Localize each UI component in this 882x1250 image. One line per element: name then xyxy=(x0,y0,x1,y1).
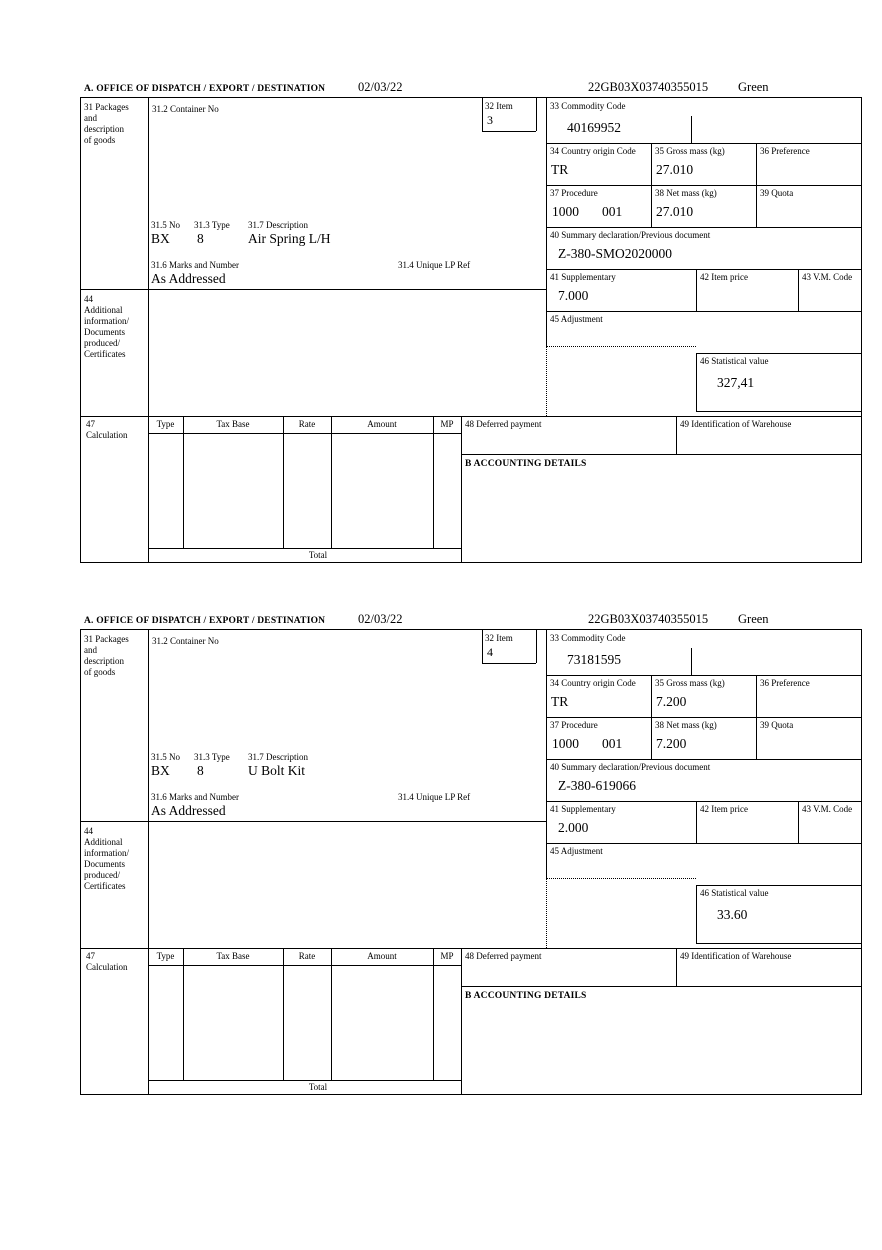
package-kind-value: BX xyxy=(151,763,170,778)
table-header-rate: Rate xyxy=(298,419,316,429)
table-header-amount: Amount xyxy=(367,419,397,429)
divider xyxy=(546,269,861,270)
table-header-mp: MP xyxy=(440,419,454,429)
box-37-procedure-label: 37 Procedure xyxy=(550,188,598,198)
office-of-dispatch-label: A. OFFICE OF DISPATCH / EXPORT / DESTINATION xyxy=(84,84,326,94)
net-mass-value: 7.200 xyxy=(656,736,687,751)
divider xyxy=(331,948,332,1080)
dispatch-date-value: 02/03/22 xyxy=(358,80,403,94)
divider xyxy=(461,948,462,1094)
table-header-type: Type xyxy=(156,951,175,961)
goods-description-value: Air Spring L/H xyxy=(248,231,331,246)
supplementary-value: 2.000 xyxy=(558,820,589,835)
statistical-value: 33.60 xyxy=(717,907,748,922)
procedure-code-2-value: 001 xyxy=(602,204,623,219)
label-line: Additional xyxy=(84,837,123,847)
box-45-adjustment-label: 45 Adjustment xyxy=(550,314,603,324)
divider xyxy=(676,948,677,986)
table-total-label: Total xyxy=(308,550,328,560)
table-header-tax-base: Tax Base xyxy=(216,419,250,429)
box-46-statistical-value-label: 46 Statistical value xyxy=(700,356,769,366)
country-origin-value: TR xyxy=(551,162,569,177)
divider xyxy=(461,454,861,455)
commodity-code-separator xyxy=(691,648,692,675)
box-31-7-description-label: 31.7 Description xyxy=(248,220,308,230)
declaration-form-grid xyxy=(80,629,862,1095)
declaration-reference-value: 22GB03X03740355015 xyxy=(588,612,709,626)
divider xyxy=(536,630,537,663)
divider xyxy=(148,548,461,549)
box-36-preference-label: 36 Preference xyxy=(760,678,810,688)
divider xyxy=(536,98,537,131)
box-31-4-unique-lp-ref-label: 31.4 Unique LP Ref xyxy=(398,792,471,802)
divider xyxy=(148,433,461,434)
box-31-packages-label xyxy=(84,634,129,678)
summary-declaration-value: Z-380-619066 xyxy=(558,778,636,793)
box-39-quota-label: 39 Quota xyxy=(760,188,794,198)
procedure-code-value: 1000 xyxy=(552,204,579,219)
box-41-supplementary-label: 41 Supplementary xyxy=(550,804,616,814)
accounting-details-label: B ACCOUNTING DETAILS xyxy=(465,459,587,469)
box-34-country-origin-label: 34 Country origin Code xyxy=(550,146,636,156)
dotted-divider xyxy=(546,346,696,347)
box-33-commodity-code-label: 33 Commodity Code xyxy=(550,633,626,643)
net-mass-value: 27.010 xyxy=(656,204,694,219)
divider xyxy=(433,948,434,1080)
divider xyxy=(283,948,284,1080)
divider xyxy=(283,416,284,548)
box-33-commodity-code-label: 33 Commodity Code xyxy=(550,101,626,111)
box-31-7-description-label: 31.7 Description xyxy=(248,752,308,762)
divider xyxy=(482,630,483,663)
dotted-divider xyxy=(546,878,696,879)
box-31-2-container-no-label: 31.2 Container No xyxy=(152,636,219,646)
declaration-form-grid xyxy=(80,97,862,563)
summary-declaration-value: Z-380-SMO2020000 xyxy=(558,246,672,261)
box-43-vm-code-label: 43 V.M. Code xyxy=(802,804,853,814)
box-39-quota-label: 39 Quota xyxy=(760,720,794,730)
divider xyxy=(81,416,861,417)
label-line: of goods xyxy=(84,667,116,677)
box-31-3-type-label: 31.3 Type xyxy=(194,752,230,762)
divider xyxy=(546,717,861,718)
table-header-tax-base: Tax Base xyxy=(216,951,250,961)
box-47-calculation-label xyxy=(86,419,128,441)
box-40-summary-declaration-label: 40 Summary declaration/Previous document xyxy=(550,230,711,240)
box-38-net-mass-label: 38 Net mass (kg) xyxy=(655,188,717,198)
divider xyxy=(546,227,861,228)
divider xyxy=(183,948,184,1080)
table-header-rate: Rate xyxy=(298,951,316,961)
gross-mass-value: 27.010 xyxy=(656,162,694,177)
table-header-mp: MP xyxy=(440,951,454,961)
label-line: 31 Packages xyxy=(84,102,129,112)
divider xyxy=(433,416,434,548)
box-46-statistical-value-label: 46 Statistical value xyxy=(700,888,769,898)
declaration-reference-value: 22GB03X03740355015 xyxy=(588,80,709,94)
label-line: of goods xyxy=(84,135,116,145)
box-36-preference-label: 36 Preference xyxy=(760,146,810,156)
box-48-deferred-payment-label: 48 Deferred payment xyxy=(465,419,542,429)
divider xyxy=(461,986,861,987)
divider xyxy=(461,416,462,562)
box-35-gross-mass-label: 35 Gross mass (kg) xyxy=(655,146,725,156)
label-line: Calculation xyxy=(86,962,128,972)
box-37-procedure-label: 37 Procedure xyxy=(550,720,598,730)
item-number-value: 4 xyxy=(487,645,493,659)
divider xyxy=(696,801,697,843)
box-31-4-unique-lp-ref-label: 31.4 Unique LP Ref xyxy=(398,260,471,270)
box-38-net-mass-label: 38 Net mass (kg) xyxy=(655,720,717,730)
divider xyxy=(81,289,546,290)
divider xyxy=(798,801,799,843)
divider xyxy=(546,185,861,186)
label-line: Additional xyxy=(84,305,123,315)
declaration-item-section xyxy=(80,612,864,1096)
box-32-item-label: 32 Item xyxy=(485,101,513,111)
box-31-3-type-label: 31.3 Type xyxy=(194,220,230,230)
divider xyxy=(798,269,799,311)
divider xyxy=(148,98,149,562)
table-header-amount: Amount xyxy=(367,951,397,961)
package-kind-value: BX xyxy=(151,231,170,246)
box-31-5-no-label: 31.5 No xyxy=(151,220,180,230)
label-line: 47 xyxy=(86,419,95,429)
divider xyxy=(546,801,861,802)
divider xyxy=(482,98,483,131)
box-31-2-container-no-label: 31.2 Container No xyxy=(152,104,219,114)
statistical-value: 327,41 xyxy=(717,375,755,390)
box-44-additional-info-label xyxy=(84,826,129,892)
box-32-item-label: 32 Item xyxy=(485,633,513,643)
item-number-value: 3 xyxy=(487,113,493,127)
marks-value: As Addressed xyxy=(151,271,226,286)
box-34-country-origin-label: 34 Country origin Code xyxy=(550,678,636,688)
country-origin-value: TR xyxy=(551,694,569,709)
label-line: description xyxy=(84,124,124,134)
label-line: information/ xyxy=(84,316,129,326)
marks-value: As Addressed xyxy=(151,803,226,818)
divider xyxy=(676,416,677,454)
dotted-divider xyxy=(546,878,547,948)
box-49-warehouse-label: 49 Identification of Warehouse xyxy=(680,419,792,429)
declaration-item-section xyxy=(80,80,864,564)
divider xyxy=(183,416,184,548)
label-line: produced/ xyxy=(84,338,120,348)
box-47-calculation-label xyxy=(86,951,128,973)
divider xyxy=(148,630,149,1094)
label-line: Calculation xyxy=(86,430,128,440)
package-type-value: 8 xyxy=(197,231,204,246)
package-type-value: 8 xyxy=(197,763,204,778)
label-line: produced/ xyxy=(84,870,120,880)
gross-mass-value: 7.200 xyxy=(656,694,687,709)
procedure-code-value: 1000 xyxy=(552,736,579,751)
divider xyxy=(81,948,861,949)
box-31-5-no-label: 31.5 No xyxy=(151,752,180,762)
commodity-code-value: 40169952 xyxy=(567,120,621,135)
divider xyxy=(546,630,547,878)
divider xyxy=(546,98,547,346)
divider xyxy=(81,821,546,822)
commodity-code-value: 73181595 xyxy=(567,652,621,667)
box-44-additional-info-label xyxy=(84,294,129,360)
label-line: Documents xyxy=(84,327,125,337)
supplementary-value: 7.000 xyxy=(558,288,589,303)
label-line: 44 xyxy=(84,294,93,304)
label-line: description xyxy=(84,656,124,666)
table-header-type: Type xyxy=(156,419,175,429)
procedure-code-2-value: 001 xyxy=(602,736,623,751)
label-line: 47 xyxy=(86,951,95,961)
divider xyxy=(148,1080,461,1081)
divider xyxy=(331,416,332,548)
label-line: 31 Packages xyxy=(84,634,129,644)
dotted-divider xyxy=(546,346,547,416)
divider xyxy=(546,675,861,676)
routing-status-value: Green xyxy=(738,612,769,626)
label-line: Certificates xyxy=(84,349,126,359)
box-31-6-marks-label: 31.6 Marks and Number xyxy=(151,260,239,270)
table-total-label: Total xyxy=(308,1082,328,1092)
box-43-vm-code-label: 43 V.M. Code xyxy=(802,272,853,282)
box-41-supplementary-label: 41 Supplementary xyxy=(550,272,616,282)
label-line: information/ xyxy=(84,848,129,858)
box-35-gross-mass-label: 35 Gross mass (kg) xyxy=(655,678,725,688)
label-line: and xyxy=(84,645,97,655)
divider xyxy=(546,311,861,312)
label-line: Documents xyxy=(84,859,125,869)
commodity-code-separator xyxy=(691,116,692,143)
box-42-item-price-label: 42 Item price xyxy=(700,272,748,282)
divider xyxy=(482,131,536,132)
label-line: Certificates xyxy=(84,881,126,891)
label-line: and xyxy=(84,113,97,123)
label-line: 44 xyxy=(84,826,93,836)
goods-description-value: U Bolt Kit xyxy=(248,763,306,778)
divider xyxy=(546,143,861,144)
accounting-details-label: B ACCOUNTING DETAILS xyxy=(465,991,587,1001)
box-31-6-marks-label: 31.6 Marks and Number xyxy=(151,792,239,802)
office-of-dispatch-label: A. OFFICE OF DISPATCH / EXPORT / DESTINATION xyxy=(84,616,326,626)
box-31-packages-label xyxy=(84,102,129,146)
box-48-deferred-payment-label: 48 Deferred payment xyxy=(465,951,542,961)
dispatch-date-value: 02/03/22 xyxy=(358,612,403,626)
divider xyxy=(546,843,861,844)
routing-status-value: Green xyxy=(738,80,769,94)
divider xyxy=(696,269,697,311)
box-40-summary-declaration-label: 40 Summary declaration/Previous document xyxy=(550,762,711,772)
box-49-warehouse-label: 49 Identification of Warehouse xyxy=(680,951,792,961)
divider xyxy=(482,663,536,664)
divider xyxy=(546,759,861,760)
box-42-item-price-label: 42 Item price xyxy=(700,804,748,814)
divider xyxy=(148,965,461,966)
box-45-adjustment-label: 45 Adjustment xyxy=(550,846,603,856)
